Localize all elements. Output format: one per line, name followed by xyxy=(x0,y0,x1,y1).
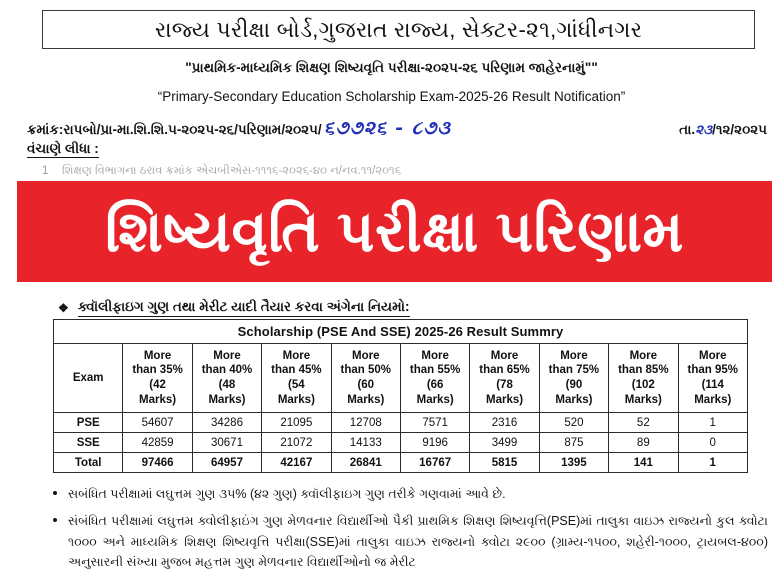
bullet-dot-icon xyxy=(53,491,57,495)
column-header-50 xyxy=(331,344,400,413)
cell-total-75: 1395 xyxy=(539,453,608,473)
col-head-line2: than 45% xyxy=(271,364,322,377)
col-head-line3: (114 xyxy=(701,379,724,391)
table-row xyxy=(54,413,748,433)
faded-background-text: શિક્ષણ વિભાગના ઠરાવ ક્રમાંક એચબીએસ-૧૧૧૬-૨૦૨૬-૪૦ ન/નવ.૧૧/૨૦૧૬ xyxy=(62,165,402,177)
rules-heading-text: ક્વૉલીફાઇગ ગુણ તથા મેરીટ યાદી તૈયાર કરવા અંગેના નિયમો: xyxy=(78,299,410,317)
cell-total-40: 64957 xyxy=(192,453,261,473)
table-title: Scholarship (PSE And SSE) 2025-26 Result Summry xyxy=(54,320,748,344)
date-rest: /૧૨/૨૦૨૫ xyxy=(712,122,767,137)
col-head-line2: than 35% xyxy=(132,364,183,377)
col-head-line4: Marks) xyxy=(139,393,177,406)
subtitle-english: “Primary-Secondary Education Scholarship Exam-2025-26 Result Notification” xyxy=(157,89,626,104)
col-head-line4: Marks) xyxy=(624,393,662,406)
col-head-line3: (54 xyxy=(288,379,305,391)
date-label: તા. xyxy=(679,122,696,137)
document-date xyxy=(679,122,767,138)
list-item xyxy=(53,484,768,504)
col-head-line1: More xyxy=(560,349,588,362)
cell-pse-55: 7571 xyxy=(400,413,469,433)
cell-sse-50: 14133 xyxy=(331,433,400,453)
date-day-handwritten: ૨૩ xyxy=(695,122,713,138)
table-title-row xyxy=(54,320,748,344)
table-row xyxy=(54,433,748,453)
col-head-line3: (60 xyxy=(357,379,375,391)
read-taken-text: વંચાણે લીધા : xyxy=(27,141,99,156)
cell-total-45: 42167 xyxy=(262,453,331,473)
cell-pse-85: 52 xyxy=(609,413,678,433)
notes-list xyxy=(53,484,768,579)
rules-heading xyxy=(58,299,410,317)
result-banner-text: શિષ્યવૃતિ પરીક્ષા પરિણામ xyxy=(105,198,684,264)
col-head-line2: than 95% xyxy=(687,364,738,377)
col-head-line4: Marks) xyxy=(277,393,315,406)
read-taken-label xyxy=(27,141,99,157)
cell-sse-65: 3499 xyxy=(470,433,539,453)
col-head-line3: (48 xyxy=(218,379,236,391)
col-head-line4: Marks) xyxy=(555,393,593,406)
cell-pse-35: 54607 xyxy=(123,413,192,433)
column-header-85 xyxy=(609,344,678,413)
table-header-row xyxy=(54,344,748,413)
cell-total-65: 5815 xyxy=(470,453,539,473)
col-head-line3: (42 xyxy=(149,379,166,391)
table-row-total xyxy=(54,453,748,473)
column-header-45 xyxy=(262,344,331,413)
row-label-sse: SSE xyxy=(54,433,123,453)
cell-sse-55: 9196 xyxy=(400,433,469,453)
col-head-line2: than 65% xyxy=(479,364,530,377)
column-header-65 xyxy=(470,344,539,413)
cell-total-55: 16767 xyxy=(400,453,469,473)
col-head-line2: than 50% xyxy=(340,364,391,377)
cell-sse-45: 21072 xyxy=(262,433,331,453)
cell-pse-50: 12708 xyxy=(331,413,400,433)
col-head-line2: than 75% xyxy=(548,364,600,377)
column-header-75 xyxy=(539,344,608,413)
cell-pse-40: 34286 xyxy=(192,413,261,433)
col-head-line3: (90 xyxy=(565,379,583,391)
col-head-line3: (102 xyxy=(631,379,655,391)
column-header-55 xyxy=(400,344,469,413)
col-head-line3: (78 xyxy=(496,379,513,391)
col-head-line1: More xyxy=(143,349,172,362)
cell-pse-95: 1 xyxy=(678,413,747,433)
reference-number xyxy=(27,117,451,139)
cell-total-35: 97466 xyxy=(123,453,192,473)
board-header-box xyxy=(42,10,755,49)
cell-pse-45: 21095 xyxy=(262,413,331,433)
col-head-line1: More xyxy=(699,349,727,362)
reference-line xyxy=(27,117,767,139)
col-head-line1: More xyxy=(282,349,311,362)
note-text-1: સબંધિત પરીક્ષામાં લઘુત્તમ ગુણ ૩૫% (૪૨ ગુણ) ક્વૉલીફાઇગ ગુણ તરીકે ગણવામાં આવે છે. xyxy=(68,487,506,501)
board-header-title: રાજ્ય પરીક્ષા બોર્ડ,ગુજરાત રાજ્ય, સેક્ટર-૨૧,ગાંધીનગર xyxy=(154,16,643,42)
cell-sse-40: 30671 xyxy=(192,433,261,453)
diamond-bullet-icon: ❖ xyxy=(58,301,69,315)
cell-total-85: 141 xyxy=(609,453,678,473)
faded-list-number: 1 xyxy=(42,165,49,177)
bullet-dot-icon xyxy=(53,518,57,522)
cell-sse-95: 0 xyxy=(678,433,747,453)
column-header-40 xyxy=(192,344,261,413)
row-label-pse: PSE xyxy=(54,413,123,433)
subtitle-gujarati: "પ્રાથમિક-માધ્યમિક શિક્ષણ શિષ્યવૃતિ પરીક્ષા-૨૦૨૫-૨૬ પરિણામ જાહેરનામું"" xyxy=(185,60,598,75)
col-head-line4: Marks) xyxy=(486,393,524,406)
cell-sse-75: 875 xyxy=(539,433,608,453)
reference-number-handwritten: ૬૭૭૨૬ - ૮૭૩ xyxy=(323,117,451,139)
column-header-95 xyxy=(678,344,747,413)
col-head-line2: than 55% xyxy=(409,364,461,377)
col-head-line3: (66 xyxy=(426,379,444,391)
cell-total-50: 26841 xyxy=(331,453,400,473)
reference-number-label: ક્રમાંક:રાપબો/પ્રા-મા.શિ.શિ.૫-૨૦૨૫-૨૬/પરિણામ/૨૦૨૫/ xyxy=(27,122,322,137)
result-banner xyxy=(17,181,772,282)
cell-pse-65: 2316 xyxy=(470,413,539,433)
col-head-line2: than 85% xyxy=(618,364,669,377)
col-head-line1: More xyxy=(352,349,380,362)
col-head-line1: More xyxy=(490,349,519,362)
column-header-exam: Exam xyxy=(54,344,123,413)
col-head-line4: Marks) xyxy=(694,393,732,406)
col-head-line2: than 40% xyxy=(201,364,253,377)
list-item xyxy=(53,511,768,572)
col-head-line4: Marks) xyxy=(208,393,246,406)
row-label-total: Total xyxy=(54,453,123,473)
result-summary-table xyxy=(53,319,748,473)
note-text-2: સંબંધિત પરીક્ષામાં લઘુત્તમ ક્વોલીફાઇંગ ગુણ મેળવનાર વિદ્યાર્થીઓ પૈકી પ્રાથમિક શિક્ષણ શિષ્યવૃત્તિ(PSE)માં તાલુકા વાઇઝ રાજ્યનો કુલ ક્વોટા ૧૦૦૦ અને માધ્યમિક શિક્ષણ શિષ્યવૃત્તિ પરીક્ષા(SSE)માં તાલુકા વાઇઝ રાજ્યનો ક્વોટા ૨૯૦૦ (ગ્રામ્ય-૧૫૦૦, શહેરી-૧૦૦૦, ટ્રાયબલ-૪૦૦) અનુસારની સંખ્યા મુજબ મહત્તમ ગુણ મેળવનાર વિદ્યાર્થીઓનો જ મેરીટ xyxy=(68,514,768,569)
cell-total-95: 1 xyxy=(678,453,747,473)
col-head-line1: More xyxy=(421,349,449,362)
cell-sse-35: 42859 xyxy=(123,433,192,453)
col-head-line4: Marks) xyxy=(347,393,385,406)
col-head-line1: More xyxy=(629,349,658,362)
cell-pse-75: 520 xyxy=(539,413,608,433)
col-head-line4: Marks) xyxy=(416,393,454,406)
column-header-35 xyxy=(123,344,192,413)
cell-sse-85: 89 xyxy=(609,433,678,453)
col-head-line1: More xyxy=(213,349,241,362)
